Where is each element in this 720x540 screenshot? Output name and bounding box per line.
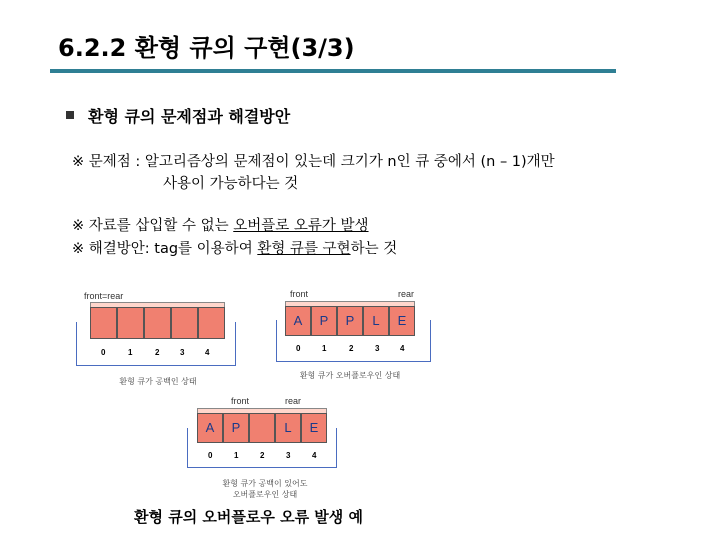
index-label: 3 [286,451,291,460]
diagram-caption-line-2: 오버플로우인 상태 [232,490,298,499]
solution-line [72,237,397,258]
queue-cell: E [301,413,327,443]
queue-cell: A [285,306,311,336]
rear-label: rear [285,396,302,406]
front-rear-label: front=rear [84,291,124,301]
front-label: front [290,289,309,299]
problem-line-1: ※ 문제점 : 알고리즘상의 문제점이 있는데 크기가 n인 큐 중에서 (n – 1)개만 [72,154,555,170]
index-label: 2 [155,348,160,357]
solution-underlined: 환형 큐를 구현 [257,241,351,257]
front-label: front [231,396,250,406]
queue-cell [249,413,275,443]
queue-cell: L [275,413,301,443]
issue-line [72,214,369,235]
page-title: 6.2.2 환형 큐의 구현(3/3) [58,34,355,62]
queue-cell: P [337,306,363,336]
issue-prefix: ※ 자료를 삽입할 수 없는 [72,218,234,234]
index-label: 0 [296,344,301,353]
index-label: 3 [180,348,185,357]
queue-cell: P [311,306,337,336]
queue-cell: P [223,413,249,443]
problem-line-2: 사용이 가능하다는 것 [163,176,299,192]
queue-cell: A [197,413,223,443]
queue-cell [171,307,198,339]
index-label: 2 [349,344,354,353]
queue-cell [144,307,171,339]
solution-prefix: ※ 해결방안: tag를 이용하여 [72,241,258,257]
index-label: 0 [208,451,213,460]
title-divider [50,69,616,73]
diagram-caption: 환형 큐가 오버플로우인 상태 [299,371,401,380]
diagram-caption-line-1: 환형 큐가 공백이 있어도 [222,479,308,488]
index-label: 4 [400,344,405,353]
queue-cell [90,307,117,339]
queue-cell: E [389,306,415,336]
index-label: 1 [322,344,327,353]
index-label: 1 [234,451,239,460]
index-label: 1 [128,348,133,357]
example-caption: 환형 큐의 오버플로우 오류 발생 예 [134,508,363,526]
solution-suffix: 하는 것 [350,241,398,257]
index-label: 3 [375,344,380,353]
issue-underlined: 오버플로 오류가 발생 [233,218,369,234]
queue-cell: L [363,306,389,336]
index-label: 0 [101,348,106,357]
index-label: 2 [260,451,265,460]
index-label: 4 [205,348,210,357]
queue-cell [117,307,144,339]
diagram-caption: 환형 큐가 공백인 상태 [119,377,197,386]
section-heading: 환형 큐의 문제점과 해결방안 [88,107,291,126]
index-label: 4 [312,451,317,460]
rear-label: rear [398,289,415,299]
bullet-square-icon [66,111,74,119]
queue-cell [198,307,225,339]
